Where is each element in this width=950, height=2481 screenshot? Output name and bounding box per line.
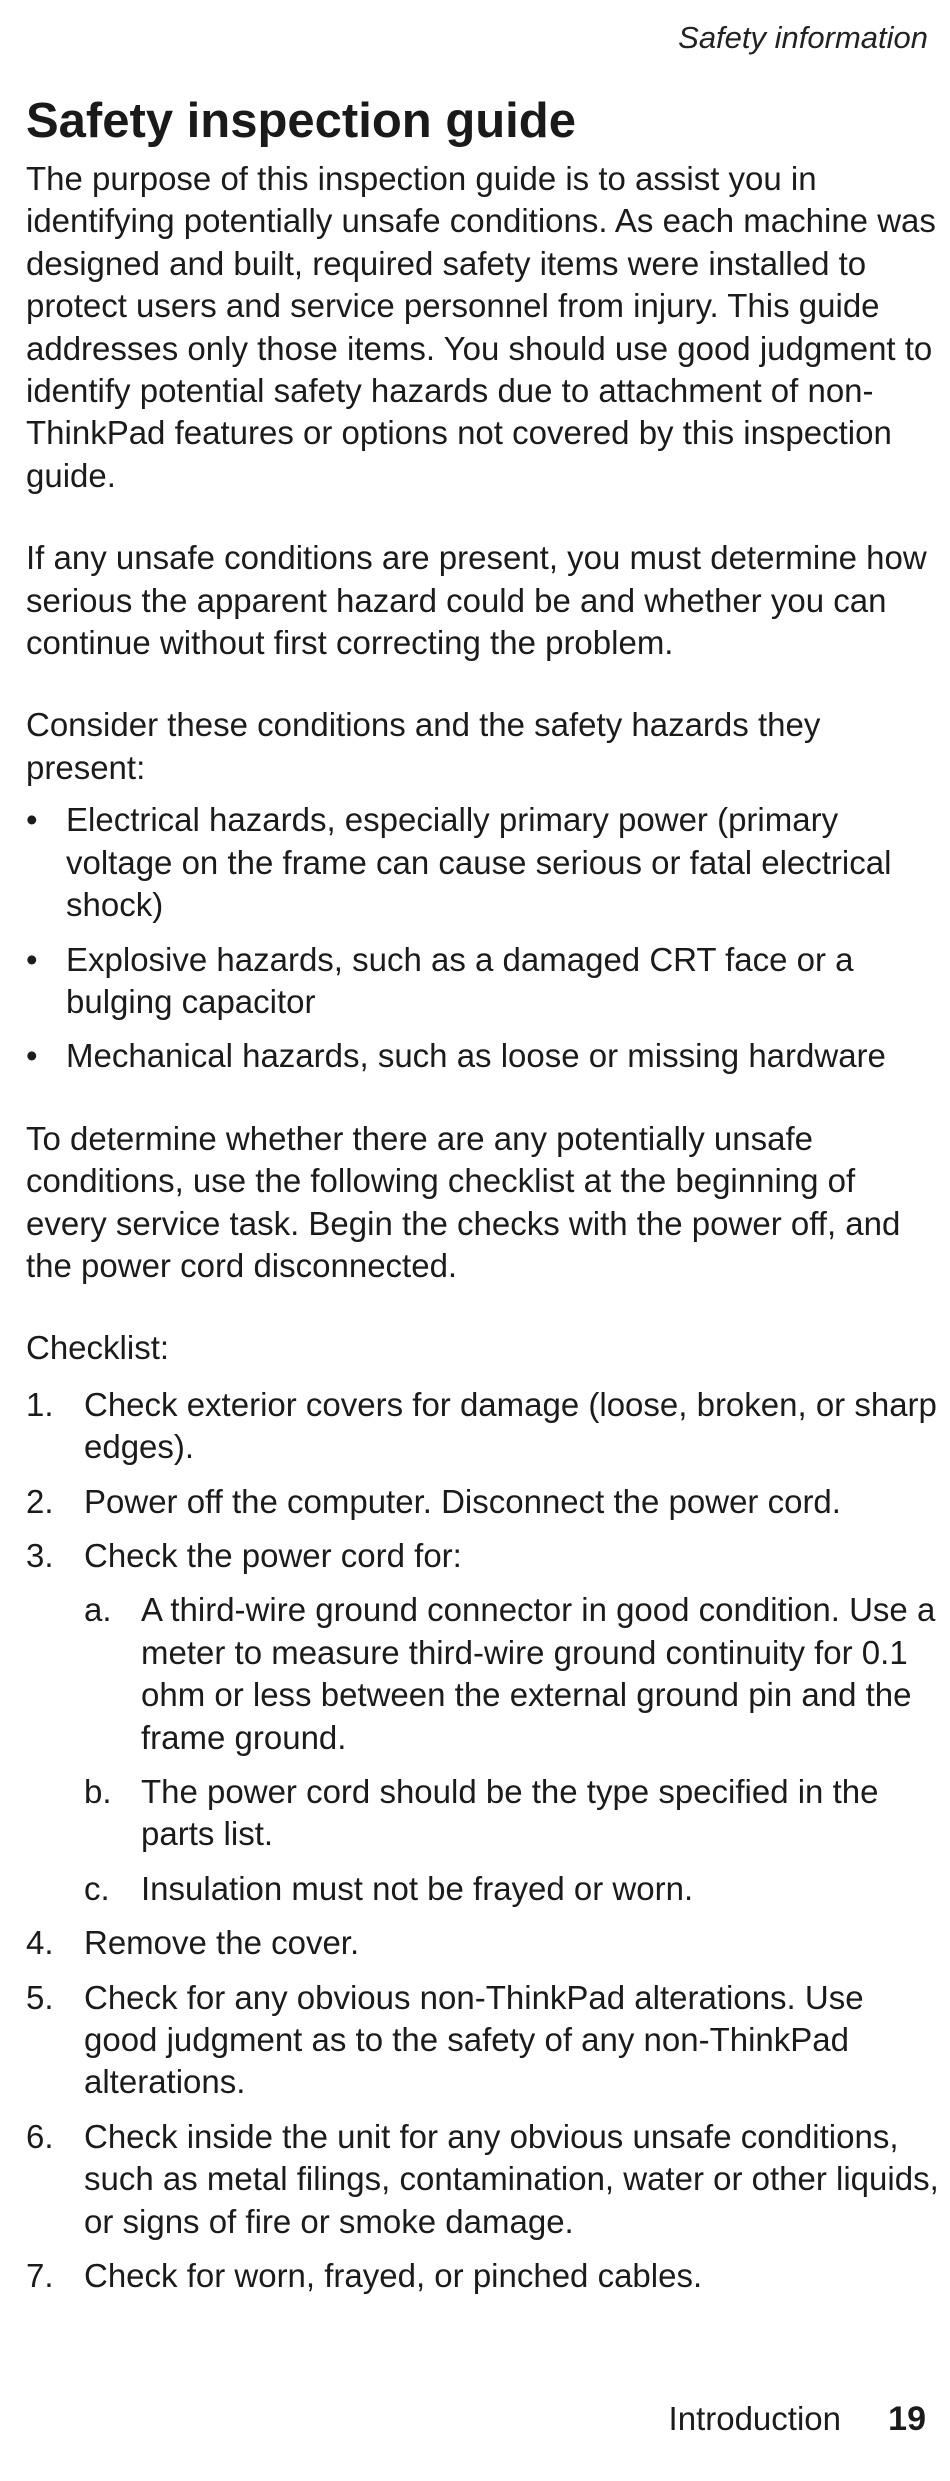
sub-item-letter: a. <box>84 1591 112 1629</box>
item-text: Remove the cover. <box>84 1924 360 1962</box>
hazard-item: • Explosive hazards, such as a damaged CRT face or a bulging capacitor <box>26 939 941 1024</box>
body-content <box>26 158 941 2309</box>
checklist-item <box>26 1481 941 1523</box>
checklist-item <box>26 1922 941 1964</box>
running-header: Safety information <box>678 20 928 55</box>
item-text: Check for any obvious non-ThinkPad alterations. Use good judgment as to the safety of any non-ThinkPad alterations. <box>84 1978 864 2101</box>
sub-item-text: The power cord should be the type specified in the parts list. <box>141 1773 879 1853</box>
item-number: 1. <box>26 1385 54 1423</box>
checklist <box>26 1384 941 2298</box>
sub-item-letter: b. <box>84 1773 112 1810</box>
sub-item-letter: c. <box>84 1869 110 1907</box>
sub-item-text: Insulation must not be frayed or worn. <box>141 1869 694 1907</box>
item-text: Power off the computer. Disconnect the power cord. <box>84 1482 841 1520</box>
item-number: 5. <box>26 1978 54 2016</box>
checklist-item <box>26 2116 941 2243</box>
sub-item <box>84 1589 941 1759</box>
item-number: 2. <box>26 1482 54 1520</box>
hazard-item: • Electrical hazards, especially primary power (primary voltage on the frame can cause serious or fatal electrical shock) <box>26 799 941 926</box>
footer-section-name: Introduction <box>668 2400 841 2437</box>
sub-item <box>84 1771 941 1856</box>
checklist-intro-paragraph: To determine whether there are any potentially unsafe conditions, use the following checklist at the beginning of every service task. Begin the checks with the power off, and the power cord disconnected. <box>26 1119 901 1284</box>
checklist-item <box>26 1977 941 2104</box>
power-cord-sublist <box>84 1589 941 1910</box>
intro-paragraph: If any unsafe conditions are present, you must determine how serious the apparent hazard could be and whether you can continue without first correcting the problem. <box>26 539 927 662</box>
item-number: 6. <box>26 2117 54 2155</box>
item-text: Check inside the unit for any obvious unsafe conditions, such as metal filings, contamination, water or other liquids, or signs of fire or smoke damage. <box>84 2117 939 2240</box>
page-title: Safety inspection guide <box>26 94 576 148</box>
checklist-item <box>26 1535 941 1910</box>
hazard-item: • Mechanical hazards, such as loose or missing hardware <box>26 1035 941 1077</box>
checklist-item <box>26 1384 941 1469</box>
item-text: Check for worn, frayed, or pinched cables. <box>84 2257 703 2295</box>
item-number: 4. <box>26 1924 54 1962</box>
hazard-list <box>26 799 941 1077</box>
intro-paragraph: The purpose of this inspection guide is to assist you in identifying potentially unsafe conditions. As each machine was designed and built, required safety items were installed to protect users and service personnel from injury. This guide addresses only those items. You should use good judgment to identify potential safety hazards due to attachment of non-ThinkPad features or options not covered by this inspection guide. <box>26 160 936 494</box>
checklist-item <box>26 2255 941 2297</box>
sub-item-text: A third-wire ground connector in good condition. Use a meter to measure third-wire ground continuity for 0.1 ohm or less between the external ground pin and the frame ground. <box>141 1591 936 1756</box>
item-text: Check the power cord for: <box>84 1536 462 1574</box>
page-number: 19 <box>888 2400 926 2438</box>
item-text: Check exterior covers for damage (loose, broken, or sharp edges). <box>84 1385 937 1466</box>
item-number: 7. <box>26 2257 54 2295</box>
item-number: 3. <box>26 1536 54 1574</box>
sub-item <box>84 1868 941 1910</box>
checklist-label: Checklist: <box>26 1329 170 1367</box>
intro-paragraph: Consider these conditions and the safety hazards they present: <box>26 706 821 786</box>
page-footer <box>669 2398 926 2440</box>
